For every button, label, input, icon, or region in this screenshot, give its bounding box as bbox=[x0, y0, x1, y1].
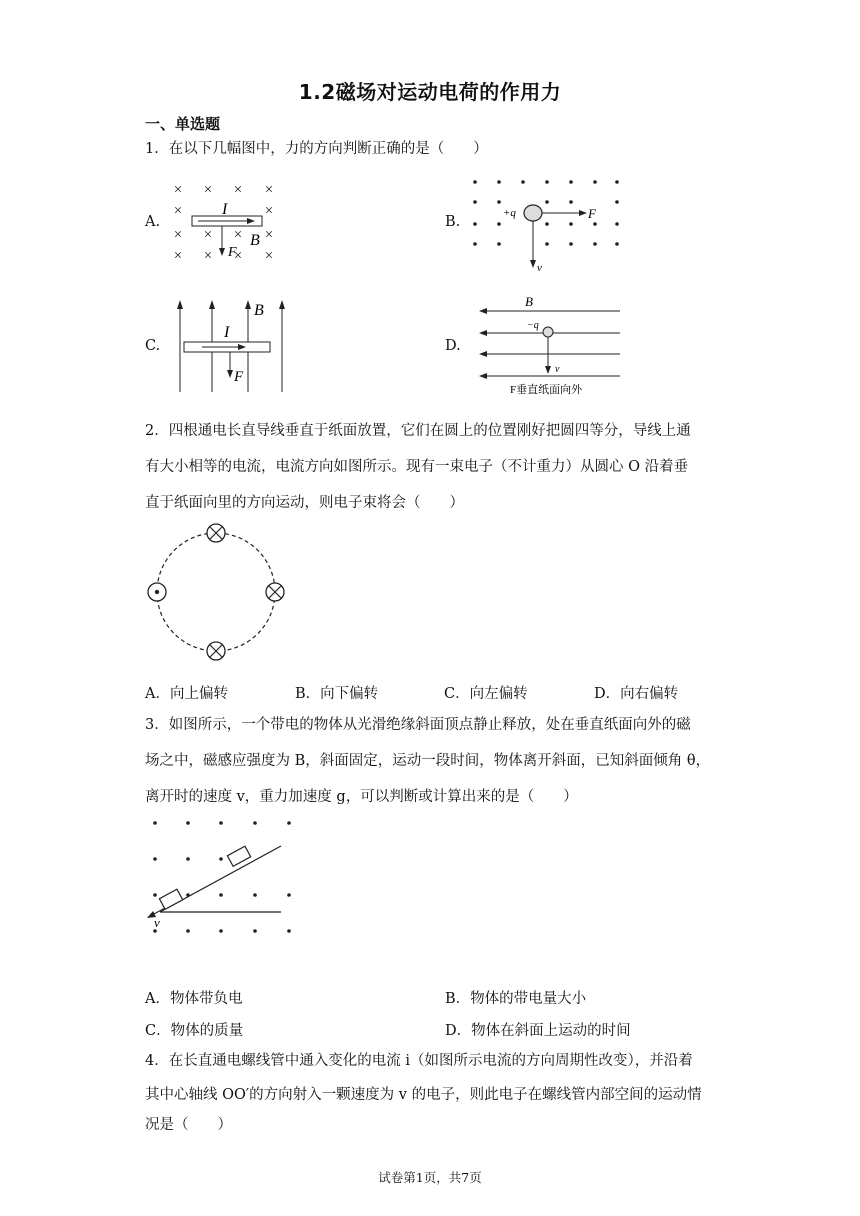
fig-d-field-label: B bbox=[525, 294, 533, 309]
q2-option-d: D．向右偏转 bbox=[594, 686, 679, 702]
fig-d-caption: F垂直纸面向外 bbox=[510, 384, 583, 396]
svg-text:×: × bbox=[203, 182, 213, 198]
q3-option-a: A．物体带负电 bbox=[145, 991, 243, 1007]
fig-3-velocity-label: v bbox=[154, 915, 160, 930]
question-3-line-1: 3．如图所示，一个带电的物体从光滑绝缘斜面顶点静止释放，处在垂直纸面向外的磁 bbox=[145, 717, 691, 733]
question-4-line-2: 其中心轴线 OO′的方向射入一颗速度为 v 的电子，则此电子在螺线管内部空间的运动情 bbox=[145, 1087, 702, 1103]
question-1-stem: 1．在以下几幅图中，力的方向判断正确的是（ ） bbox=[145, 141, 488, 157]
q1-label-a: A. bbox=[145, 214, 161, 230]
q3-incline-figure bbox=[140, 815, 300, 940]
fig-c-field-label: B bbox=[254, 302, 264, 319]
svg-text:×: × bbox=[173, 248, 183, 264]
page-footer: 试卷第1页，共7页 bbox=[378, 1170, 482, 1185]
q1-figure-c bbox=[172, 297, 292, 395]
fig-d-charge-label: −q bbox=[527, 320, 539, 331]
question-2-line-2: 有大小相等的电流，电流方向如图所示。现有一束电子（不计重力）从圆心 O 沿着垂 bbox=[145, 459, 689, 475]
q2-option-a: A．向上偏转 bbox=[145, 686, 228, 702]
question-2-line-1: 2．四根通电长直导线垂直于纸面放置，它们在圆上的位置刚好把圆四等分，导线上通 bbox=[145, 423, 691, 439]
q3-option-b: B．物体的带电量大小 bbox=[445, 991, 587, 1007]
q2-option-b: B．向下偏转 bbox=[295, 686, 379, 702]
question-3-line-3: 离开时的速度 v，重力加速度 g，可以判断或计算出来的是（ ） bbox=[145, 789, 578, 805]
q2-option-c: C．向左偏转 bbox=[444, 686, 528, 702]
fig-b-force-label: F bbox=[588, 206, 596, 221]
question-2-line-3: 直于纸面向里的方向运动，则电子束将会（ ） bbox=[145, 495, 464, 511]
fig-c-force-label: F bbox=[234, 369, 244, 385]
svg-text:×: × bbox=[264, 248, 274, 264]
q1-figure-d bbox=[475, 292, 625, 402]
page-title: 1.2磁场对运动电荷的作用力 bbox=[298, 80, 562, 104]
fig-b-charge-label: +q bbox=[503, 207, 516, 219]
svg-text:×: × bbox=[264, 182, 274, 198]
svg-text:×: × bbox=[264, 227, 274, 243]
q3-option-c: C．物体的质量 bbox=[145, 1023, 244, 1039]
q1-label-b: B. bbox=[445, 214, 461, 230]
q1-label-d: D. bbox=[445, 338, 461, 354]
q1-label-c: C. bbox=[145, 338, 161, 354]
svg-text:×: × bbox=[173, 182, 183, 198]
fig-b-velocity-label: v bbox=[537, 262, 542, 274]
svg-text:×: × bbox=[173, 203, 183, 219]
section-heading: 一、单选题 bbox=[145, 115, 221, 133]
q1-figure-a bbox=[165, 178, 285, 268]
svg-text:×: × bbox=[233, 248, 243, 264]
question-4-line-3: 况是（ ） bbox=[145, 1117, 232, 1133]
svg-text:×: × bbox=[173, 227, 183, 243]
svg-text:×: × bbox=[203, 227, 213, 243]
svg-text:×: × bbox=[264, 203, 274, 219]
question-4-line-1: 4．在长直通电螺线管中通入变化的电流 i（如图所示电流的方向周期性改变），并沿着 bbox=[145, 1053, 693, 1069]
fig-a-force-label: F bbox=[228, 245, 237, 260]
question-3-line-2: 场之中，磁感应强度为 B，斜面固定，运动一段时间，物体离开斜面，已知斜面倾角 θ， bbox=[145, 753, 711, 769]
q2-wire-circle-figure bbox=[140, 517, 295, 665]
svg-text:×: × bbox=[203, 248, 213, 264]
svg-text:×: × bbox=[233, 227, 243, 243]
svg-text:×: × bbox=[233, 182, 243, 198]
fig-d-velocity-label: v bbox=[555, 364, 560, 375]
q3-option-d: D．物体在斜面上运动的时间 bbox=[445, 1023, 631, 1039]
fig-a-field-label: B bbox=[250, 232, 260, 249]
fig-c-current-label: I bbox=[224, 324, 230, 341]
fig-a-current-label: I bbox=[222, 201, 228, 218]
q1-figure-b bbox=[465, 172, 630, 282]
